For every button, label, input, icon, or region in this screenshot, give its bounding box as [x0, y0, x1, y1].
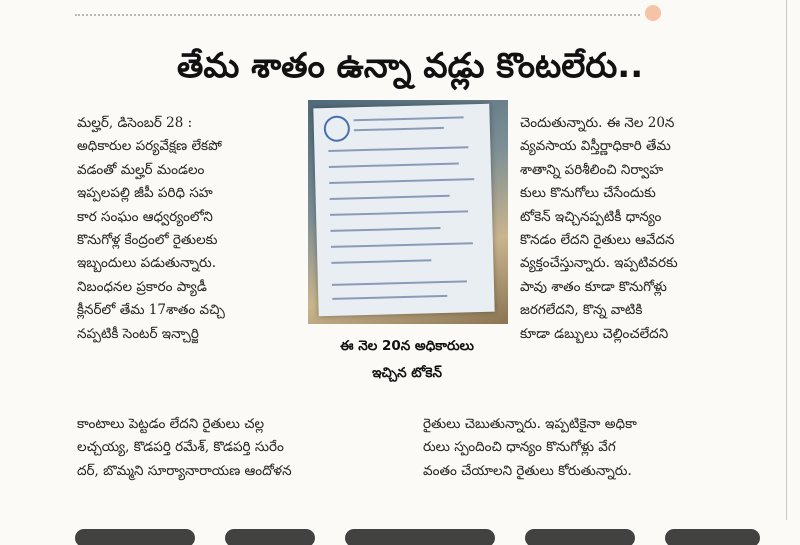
- doc-line: [332, 280, 467, 286]
- seal-icon: [324, 115, 351, 142]
- next-headline-cropped: [75, 515, 765, 545]
- article-headline: తేమ శాతం ఉన్నా వడ్లు కొంటలేరు..: [176, 46, 644, 86]
- text-line: కొనుగోళ్ల కేంద్రంలో రైతులకు: [77, 231, 218, 248]
- cropped-glyphs: [225, 529, 315, 545]
- text-line: కులు కొనుగోలు చేసేందుకు: [520, 185, 656, 202]
- text-line: రైతులు చెబుతున్నారు. ఇప్పటికైనా అధికా: [423, 416, 637, 432]
- caption-line: ఈ నెల 20న అధికారులు: [340, 338, 474, 354]
- text-line: వడంతో మల్హర్ మండలం: [77, 161, 205, 178]
- text-line: వంతం చేయాలని రైతులు కోరుతున్నారు.: [423, 462, 632, 479]
- caption-line: ఇచ్చిన టోకెన్: [372, 365, 442, 381]
- cropped-glyphs: [345, 529, 495, 545]
- text-line: కార సంఘం ఆధ్వర్యంలోని: [77, 208, 213, 225]
- text-line: కొనడం లేదని రైతులు ఆవేదన: [520, 231, 675, 248]
- doc-line: [330, 227, 440, 232]
- doc-line: [331, 242, 473, 248]
- text-line: రులు స్పందించి ధాన్యం కొనుగోళ్లు వేగ: [423, 439, 616, 456]
- doc-line: [330, 195, 450, 200]
- doc-line: [328, 146, 468, 152]
- doc-line: [354, 116, 464, 121]
- doc-line: [330, 210, 468, 216]
- text-line: కాంటాలు పెట్టడం లేదని రైతులు చల్ల: [77, 416, 265, 432]
- text-line: కూడా డబ్బులు చెల్లించలేదని: [520, 325, 669, 342]
- text-line: మల్హర్, డిసెంబర్ 28 :: [77, 115, 193, 131]
- text-line: నప్పటికీ సెంటర్ ఇన్చార్జి: [77, 325, 199, 342]
- text-line: చెందుతున్నారు. ఈ నెల 20న: [520, 115, 675, 131]
- text-line: ఇబ్బందులు పడుతున్నారు.: [77, 255, 216, 272]
- cropped-glyphs: [75, 529, 195, 545]
- text-line: దర్, బొమ్మని సూర్యానారాయణ ఆందోళన: [77, 462, 292, 479]
- cropped-glyphs: [665, 529, 760, 545]
- text-line: శాతాన్ని పరిశీలించి నిర్వాహ: [520, 161, 664, 178]
- bottom-right-column: [423, 413, 757, 483]
- text-line: వ్యవసాయ విస్తీర్ణాధికారి తేమ: [520, 138, 671, 155]
- text-line: వ్యక్తంచేస్తున్నారు. ఇప్పటివరకు: [520, 255, 678, 272]
- top-divider: [75, 14, 640, 16]
- right-column: [520, 112, 757, 346]
- cropped-glyphs: [525, 529, 635, 545]
- token-photo: [308, 100, 508, 324]
- bottom-left-column: [77, 413, 407, 483]
- doc-line: [329, 178, 474, 184]
- decorative-dot: [645, 5, 661, 21]
- text-line: లచ్చయ్య, కొడపర్తి రమేశ్, కొడపర్తి సురేం: [77, 439, 284, 456]
- left-column: [77, 112, 299, 346]
- photo-caption: [300, 333, 514, 387]
- text-line: క్లీనర్‌లో తేమ 17శాతం వచ్చి: [77, 302, 225, 319]
- token-document-image: [313, 104, 494, 317]
- column-rule: [786, 0, 787, 520]
- doc-line: [354, 127, 444, 131]
- text-line: అధికారుల పర్యవేక్షణ లేకపో: [77, 138, 222, 155]
- text-line: టోకెన్ ఇచ్చినప్పటికీ ధాన్యం: [520, 208, 662, 225]
- doc-line: [332, 295, 447, 300]
- doc-line: [329, 163, 459, 168]
- text-line: జరగలేదని, కొన్న వాటికి: [520, 302, 643, 319]
- doc-line: [331, 259, 431, 264]
- text-line: ఇప్పలపల్లి జీపీ పరిధి సహ: [77, 185, 213, 202]
- text-line: నిబంధనల ప్రకారం ప్యాడీ: [77, 278, 207, 295]
- text-line: పావు శాతం కూడా కొనుగోళ్లు: [520, 278, 667, 295]
